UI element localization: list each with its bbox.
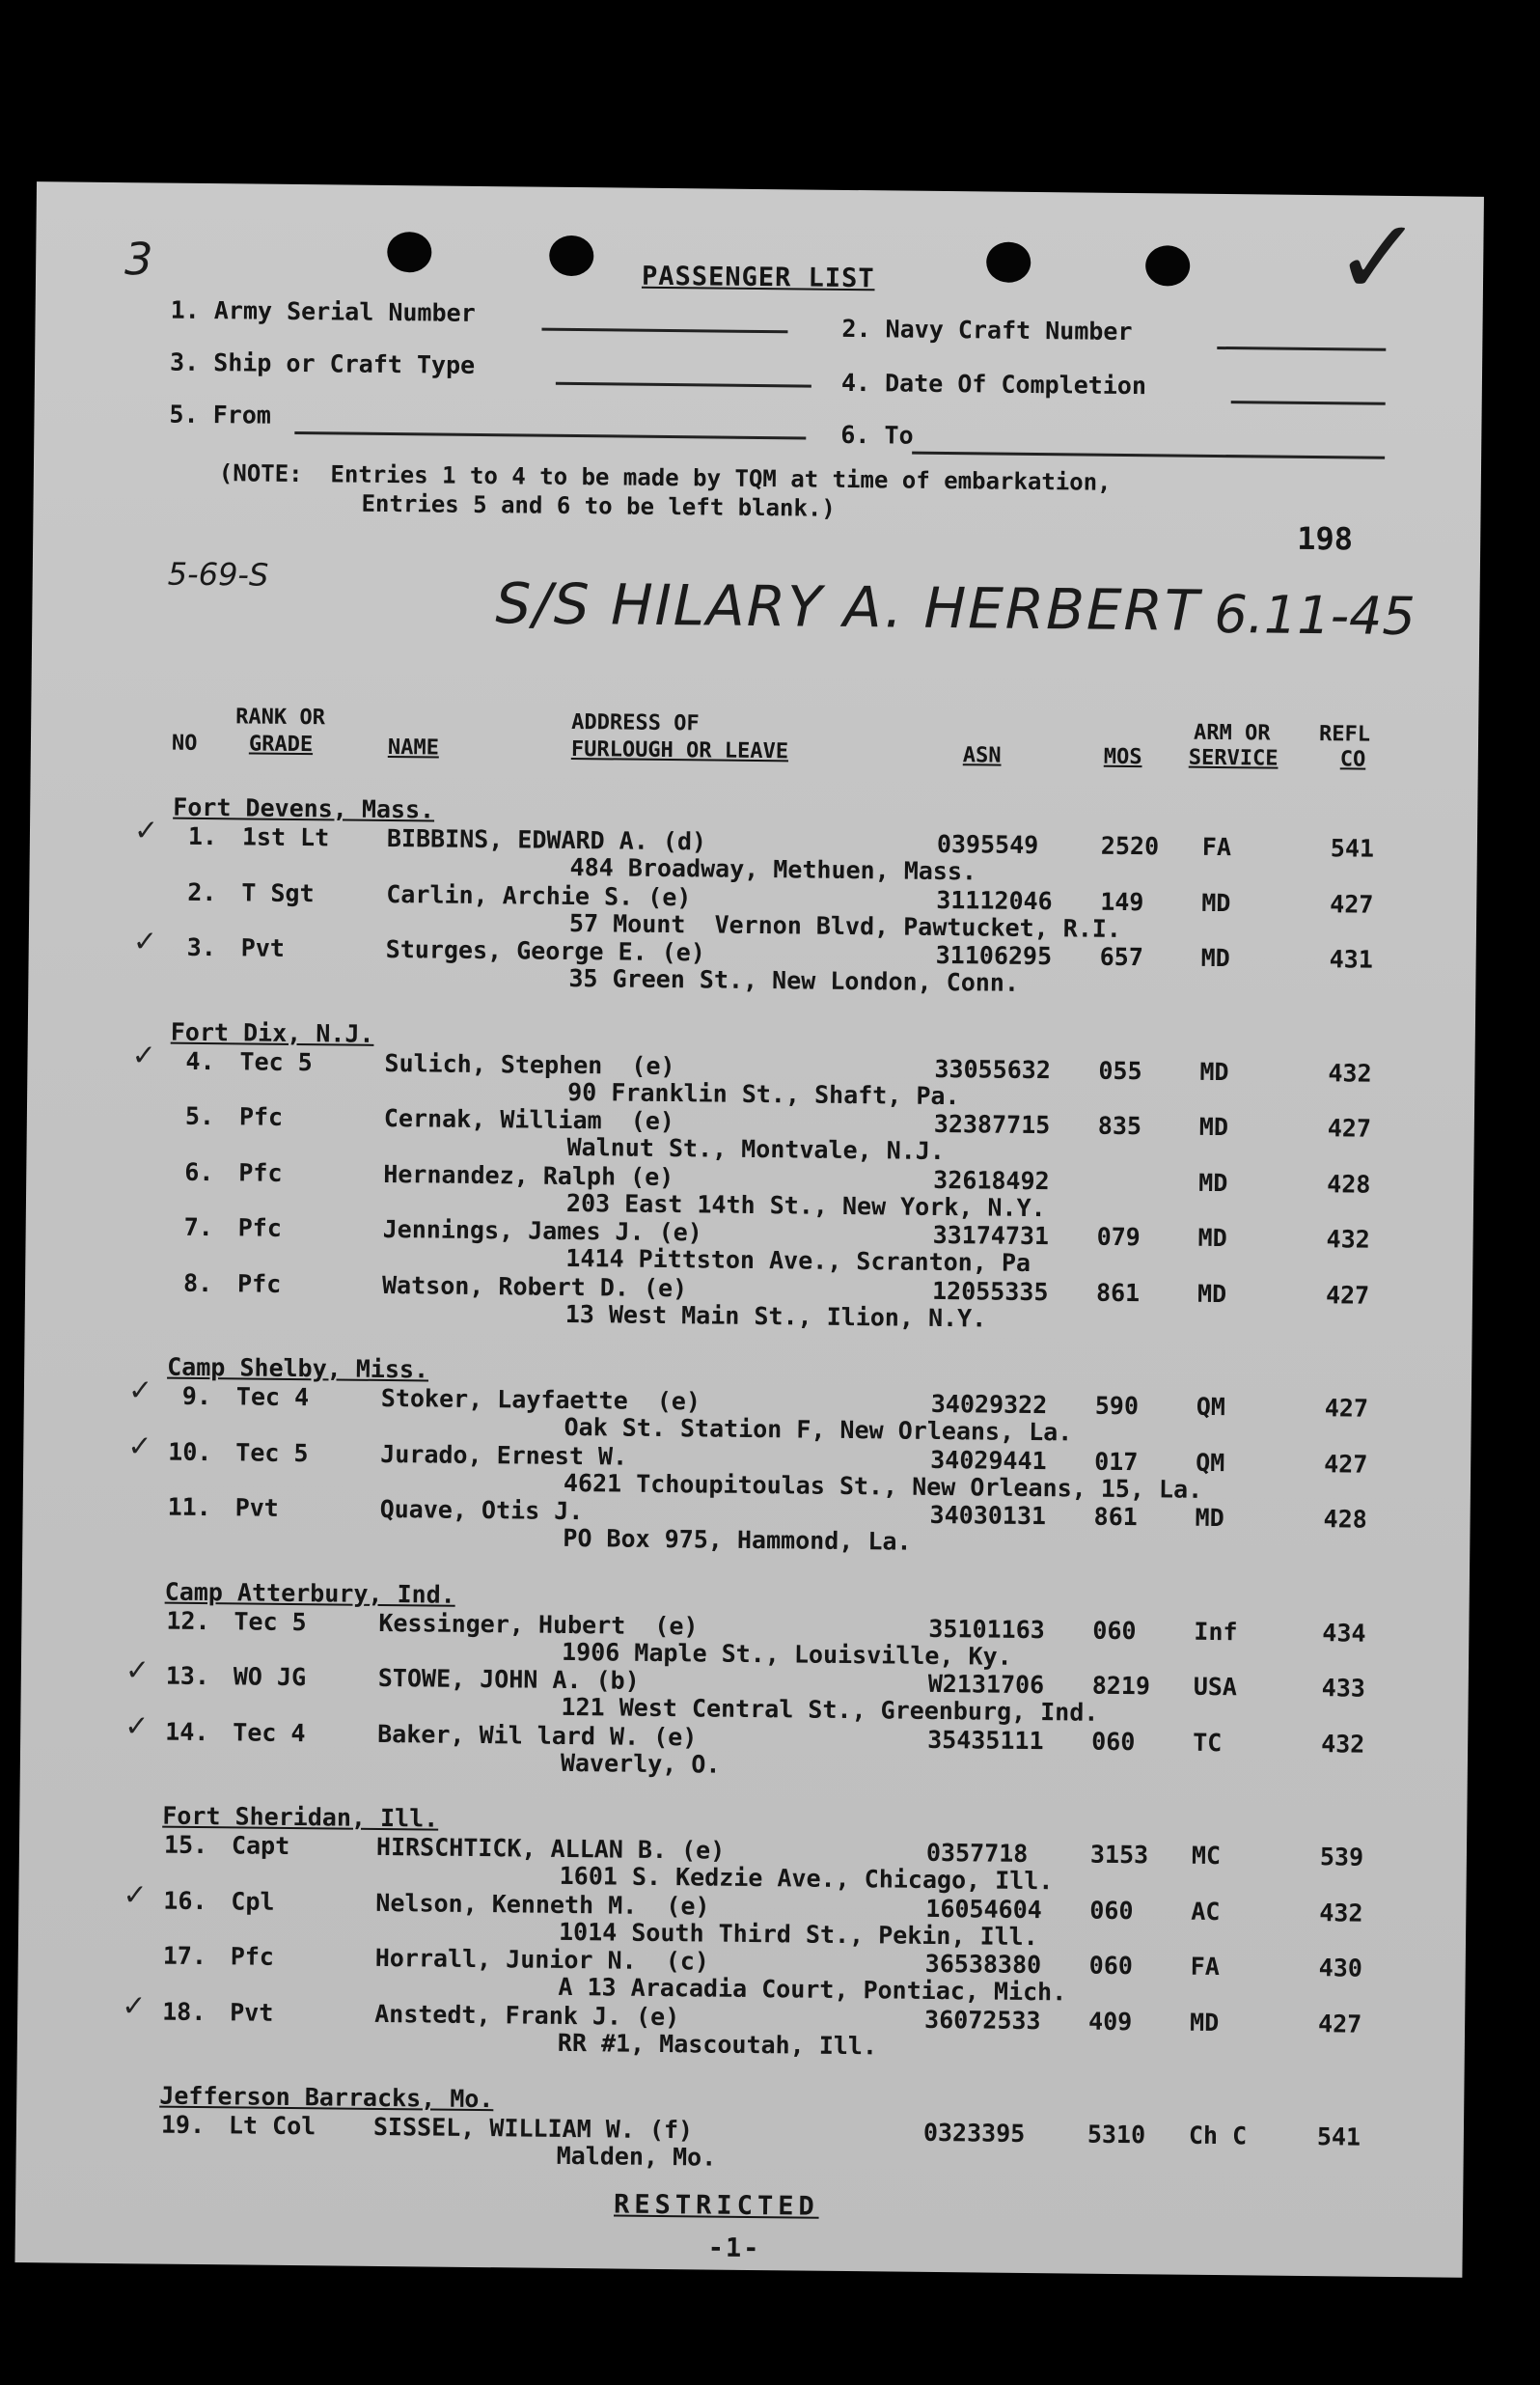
row-address: PO Box 975, Hammond, La. — [563, 1523, 912, 1556]
row-name: Jennings, James J. (e) — [382, 1214, 702, 1247]
binder-hole — [549, 236, 593, 276]
row-asn: 0395549 — [936, 829, 1039, 860]
row-grade: Lt Col — [228, 2111, 316, 2141]
check-mark-icon: ✓ — [122, 1988, 147, 2023]
row-service: USA — [1193, 1672, 1238, 1702]
row-name: Nelson, Kenneth M. (e) — [375, 1888, 710, 1921]
row-company: 433 — [1321, 1674, 1366, 1703]
row-grade: Cpl — [231, 1886, 275, 1916]
field-navy-craft-line — [1217, 347, 1386, 351]
row-mos: 2520 — [1100, 831, 1160, 861]
page-number-stamp: 198 — [1297, 519, 1354, 558]
field-completion-date-label: 4. Date Of Completion — [840, 368, 1147, 401]
row-company: 432 — [1319, 1898, 1363, 1927]
row-service: MD — [1197, 1223, 1227, 1253]
field-navy-craft-label: 2. Navy Craft Number — [841, 314, 1133, 347]
row-company: 427 — [1325, 1280, 1370, 1310]
check-mark-icon: ✓ — [124, 1708, 150, 1743]
row-number: 3. — [186, 932, 217, 962]
top-check-mark: ✓ — [1333, 195, 1424, 320]
row-service: MD — [1189, 2008, 1220, 2037]
row-name: Hernandez, Ralph (e) — [383, 1159, 674, 1191]
row-service: QM — [1196, 1448, 1225, 1477]
row-service: TC — [1193, 1728, 1223, 1757]
row-service: MC — [1191, 1841, 1222, 1871]
row-asn: 33055632 — [934, 1054, 1052, 1084]
classification-footer: RESTRICTED — [613, 2189, 819, 2222]
row-name: Jurado, Ernest W. — [380, 1439, 628, 1471]
row-name: Quave, Otis J. — [379, 1494, 584, 1526]
row-address: 1906 Maple St., Louisville, Ky. — [561, 1637, 1012, 1671]
row-asn: 31106295 — [935, 940, 1053, 971]
row-company: 432 — [1321, 1729, 1365, 1759]
section-heading: Jefferson Barracks, Mo. — [159, 2081, 494, 2114]
row-asn: 33174731 — [932, 1220, 1050, 1251]
row-asn: 0357718 — [925, 1838, 1029, 1868]
row-name: Stoker, Layfaette (e) — [380, 1383, 701, 1416]
row-number: 8. — [182, 1268, 213, 1297]
row-number: 7. — [183, 1212, 213, 1242]
header-service: SERVICE — [1188, 745, 1279, 771]
binder-hole — [387, 232, 431, 272]
check-mark-icon: ✓ — [123, 1877, 148, 1912]
row-grade: Tec 4 — [233, 1717, 306, 1747]
row-company: 541 — [1330, 834, 1375, 863]
passenger-list-sheet — [14, 181, 1483, 2278]
row-service: MD — [1201, 888, 1231, 917]
row-address: 121 West Central St., Greenburg, Ind. — [561, 1692, 1099, 1727]
row-company: 427 — [1327, 1114, 1372, 1143]
section-heading: Camp Shelby, Miss. — [167, 1352, 429, 1384]
row-number: 4. — [185, 1046, 215, 1075]
row-address: 57 Mount Vernon Blvd, Pawtucket, R.I. — [568, 908, 1122, 943]
row-mos: 590 — [1094, 1391, 1140, 1421]
row-address: 1601 S. Kedzie Ave., Chicago, Ill. — [559, 1861, 1054, 1896]
row-mos: 149 — [1100, 887, 1144, 916]
row-number: 12. — [166, 1606, 210, 1635]
row-mos: 060 — [1092, 1616, 1137, 1645]
row-service: QM — [1196, 1392, 1226, 1422]
row-grade: Pfc — [237, 1213, 283, 1242]
row-grade: Pvt — [234, 1493, 279, 1522]
row-service: Ch C — [1188, 2121, 1248, 2150]
row-company: 430 — [1318, 1954, 1363, 1983]
row-grade: WO JG — [233, 1662, 307, 1692]
row-name: Anstedt, Frank J. (e) — [374, 1999, 680, 2031]
row-asn: 16054604 — [925, 1894, 1042, 1924]
row-mos: 835 — [1097, 1111, 1142, 1141]
row-number: 15. — [163, 1830, 208, 1860]
row-asn: 31112046 — [936, 885, 1053, 915]
row-grade: 1st Lt — [241, 822, 330, 852]
row-company: 427 — [1324, 1449, 1368, 1479]
row-company: 541 — [1316, 2122, 1361, 2151]
row-name: Sulich, Stephen (e) — [384, 1048, 675, 1080]
row-name: Carlin, Archie S. (e) — [386, 879, 692, 911]
row-name: Watson, Robert D. (e) — [381, 1270, 688, 1302]
field-from-line — [294, 431, 806, 440]
header-rank-top: RANK OR — [235, 705, 326, 731]
row-service: Inf — [1194, 1617, 1238, 1646]
row-address: Malden, Mo. — [556, 2141, 717, 2172]
row-grade: Capt — [231, 1831, 290, 1860]
row-mos: 8219 — [1091, 1671, 1151, 1701]
row-asn: 35435111 — [927, 1725, 1044, 1755]
row-service: MD — [1198, 1112, 1229, 1142]
row-name: Cernak, William (e) — [383, 1103, 675, 1136]
row-grade: Tec 5 — [234, 1606, 307, 1636]
row-grade: Pfc — [238, 1157, 283, 1187]
row-mos: 409 — [1087, 2007, 1133, 2036]
ship-code-handwritten: 5-69-S — [167, 555, 269, 594]
row-service: FA — [1201, 832, 1232, 862]
row-address: 35 Green St., New London, Conn. — [568, 963, 1020, 997]
row-mos: 5310 — [1086, 2120, 1146, 2149]
ship-name-handwritten: S/S HILARY A. HERBERT — [495, 570, 1201, 644]
header-mos: MOS — [1103, 744, 1142, 770]
row-number: 6. — [184, 1157, 214, 1186]
row-number: 18. — [162, 1997, 206, 2026]
header-co: CO — [1339, 747, 1366, 772]
row-asn: 34029441 — [930, 1445, 1047, 1475]
row-address: 13 West Main St., Ilion, N.Y. — [564, 1299, 987, 1333]
row-company: 427 — [1324, 1394, 1369, 1423]
row-mos: 079 — [1096, 1222, 1141, 1252]
row-number: 17. — [162, 1941, 207, 1971]
row-address: 203 East 14th St., New York, N.Y. — [565, 1188, 1046, 1222]
row-asn: 32618492 — [933, 1165, 1050, 1195]
row-number: 10. — [168, 1437, 212, 1466]
check-mark-icon: ✓ — [132, 925, 158, 959]
check-mark-icon: ✓ — [124, 1653, 151, 1688]
row-address: 4621 Tchoupitoulas St., New Orleans, 15, La. — [563, 1468, 1203, 1504]
row-grade: T Sgt — [241, 877, 315, 907]
row-company: 428 — [1323, 1505, 1367, 1534]
form-note-line1: (NOTE: Entries 1 to 4 to be made by TQM at time of embarkation, — [218, 459, 1112, 496]
row-address: Waverly, O. — [560, 1748, 721, 1779]
row-mos: 060 — [1089, 1896, 1134, 1925]
row-grade: Tec 4 — [235, 1382, 310, 1412]
section-heading: Camp Atterbury, Ind. — [164, 1577, 455, 1609]
row-company: 434 — [1322, 1618, 1366, 1648]
check-mark-icon: ✓ — [133, 814, 159, 848]
field-to-label: 6. To — [840, 420, 914, 450]
row-number: 16. — [163, 1886, 207, 1915]
row-grade: Pfc — [238, 1102, 284, 1131]
row-service: MD — [1198, 1168, 1228, 1197]
date-handwritten: 6.11-45 — [1214, 583, 1416, 648]
row-asn: 12055335 — [931, 1276, 1049, 1306]
row-asn: W2131706 — [927, 1669, 1045, 1700]
row-address: RR #1, Mascoutah, Ill. — [557, 2028, 878, 2060]
check-mark-icon: ✓ — [127, 1373, 153, 1408]
header-address-top: ADDRESS OF — [571, 709, 700, 736]
header-address: FURLOUGH OR LEAVE — [570, 736, 789, 764]
row-grade: Tec 5 — [235, 1437, 309, 1467]
field-to-line — [912, 452, 1385, 459]
header-name: NAME — [387, 735, 440, 761]
field-from-label: 5. From — [169, 400, 272, 430]
row-address: 484 Broadway, Methuen, Mass. — [569, 852, 977, 886]
row-asn: 34030131 — [929, 1500, 1047, 1531]
row-service: MD — [1196, 1279, 1227, 1308]
field-army-serial-label: 1. Army Serial Number — [170, 295, 476, 327]
row-address: 1414 Pittston Ave., Scranton, Pa — [565, 1243, 1031, 1277]
row-address: 1014 South Third St., Pekin, Ill. — [558, 1917, 1038, 1951]
section-heading: Fort Devens, Mass. — [173, 792, 435, 824]
row-name: STOWE, JOHN A. (b) — [377, 1663, 640, 1695]
row-number: 13. — [165, 1661, 210, 1691]
row-mos: 657 — [1099, 942, 1143, 972]
row-company: 539 — [1319, 1843, 1364, 1872]
row-asn: 32387715 — [933, 1109, 1051, 1140]
row-asn: 0323395 — [922, 2118, 1026, 2148]
header-asn: ASN — [962, 743, 1002, 768]
row-address: A 13 Aracadia Court, Pontiac, Mich. — [558, 1972, 1067, 2007]
row-mos: 861 — [1095, 1278, 1141, 1307]
form-title: PASSENGER LIST — [641, 261, 875, 294]
row-grade: Pfc — [230, 1942, 275, 1971]
row-asn: 34029322 — [930, 1389, 1048, 1420]
row-address: 90 Franklin St., Shaft, Pa. — [567, 1077, 960, 1110]
row-company: 431 — [1329, 945, 1373, 974]
binder-hole — [1145, 245, 1190, 286]
row-service: MD — [1200, 943, 1230, 973]
row-company: 427 — [1317, 2009, 1362, 2038]
row-grade: Pfc — [236, 1268, 282, 1298]
row-company: 428 — [1327, 1169, 1371, 1199]
row-number: 14. — [165, 1717, 209, 1746]
row-mos: 055 — [1098, 1056, 1142, 1085]
header-grade: GRADE — [248, 732, 314, 758]
section-heading: Fort Sheridan, Ill. — [162, 1801, 439, 1833]
row-address: Walnut St., Montvale, N.J. — [566, 1132, 946, 1166]
section-heading: Fort Dix, N.J. — [170, 1017, 374, 1048]
row-number: 19. — [160, 2110, 206, 2140]
row-mos: 3153 — [1089, 1840, 1149, 1870]
header-no: NO — [171, 731, 198, 756]
row-company: 432 — [1328, 1058, 1372, 1088]
row-service: MD — [1195, 1503, 1224, 1533]
row-asn: 35101163 — [928, 1614, 1045, 1644]
row-mos: 060 — [1091, 1727, 1136, 1756]
row-company: 427 — [1330, 889, 1374, 919]
row-number: 1. — [187, 821, 218, 851]
check-mark-icon: ✓ — [127, 1428, 152, 1463]
field-army-serial-line — [541, 328, 787, 334]
form-note-line2: Entries 5 and 6 to be left blank.) — [361, 489, 836, 522]
row-mos: 861 — [1093, 1502, 1138, 1532]
field-completion-date-line — [1231, 401, 1386, 405]
row-number: 11. — [167, 1492, 211, 1522]
row-company: 432 — [1326, 1225, 1370, 1254]
row-grade: Pvt — [240, 933, 286, 962]
page-footer: -1- — [707, 2232, 761, 2264]
row-name: HIRSCHTICK, ALLAN B. (e) — [375, 1832, 726, 1865]
row-name: Kessinger, Hubert (e) — [378, 1608, 699, 1640]
field-ship-type-line — [556, 382, 811, 388]
row-address: Oak St. Station F, New Orleans, La. — [564, 1412, 1073, 1447]
row-service: MD — [1199, 1057, 1229, 1086]
row-asn: 36538380 — [924, 1949, 1042, 1980]
binder-hole — [986, 241, 1031, 282]
row-number: 9. — [181, 1381, 212, 1411]
row-grade: Tec 5 — [239, 1046, 313, 1076]
row-number: 5. — [184, 1101, 215, 1131]
header-arm-top: ARM OR — [1193, 720, 1271, 746]
check-mark-icon: ✓ — [131, 1038, 156, 1072]
row-name: SISSEL, WILLIAM W. (f) — [372, 2112, 694, 2145]
row-name: Sturges, George E. (e) — [385, 934, 706, 967]
row-number: 2. — [187, 877, 217, 906]
field-ship-type-label: 3. Ship or Craft Type — [169, 347, 476, 379]
row-name: Horrall, Junior N. (c) — [374, 1943, 710, 1976]
row-name: Baker, Wil lard W. (e) — [377, 1719, 698, 1751]
row-service: FA — [1190, 1952, 1221, 1982]
row-mos: 060 — [1088, 1951, 1134, 1981]
row-mos: 017 — [1094, 1447, 1139, 1476]
corner-mark: 3 — [124, 233, 153, 286]
header-refl-top: REFL — [1318, 722, 1371, 747]
row-service: AC — [1191, 1897, 1221, 1926]
row-name: BIBBINS, EDWARD A. (d) — [386, 823, 707, 856]
row-asn: 36072533 — [924, 2005, 1041, 2035]
row-grade: Pvt — [230, 1997, 274, 2027]
